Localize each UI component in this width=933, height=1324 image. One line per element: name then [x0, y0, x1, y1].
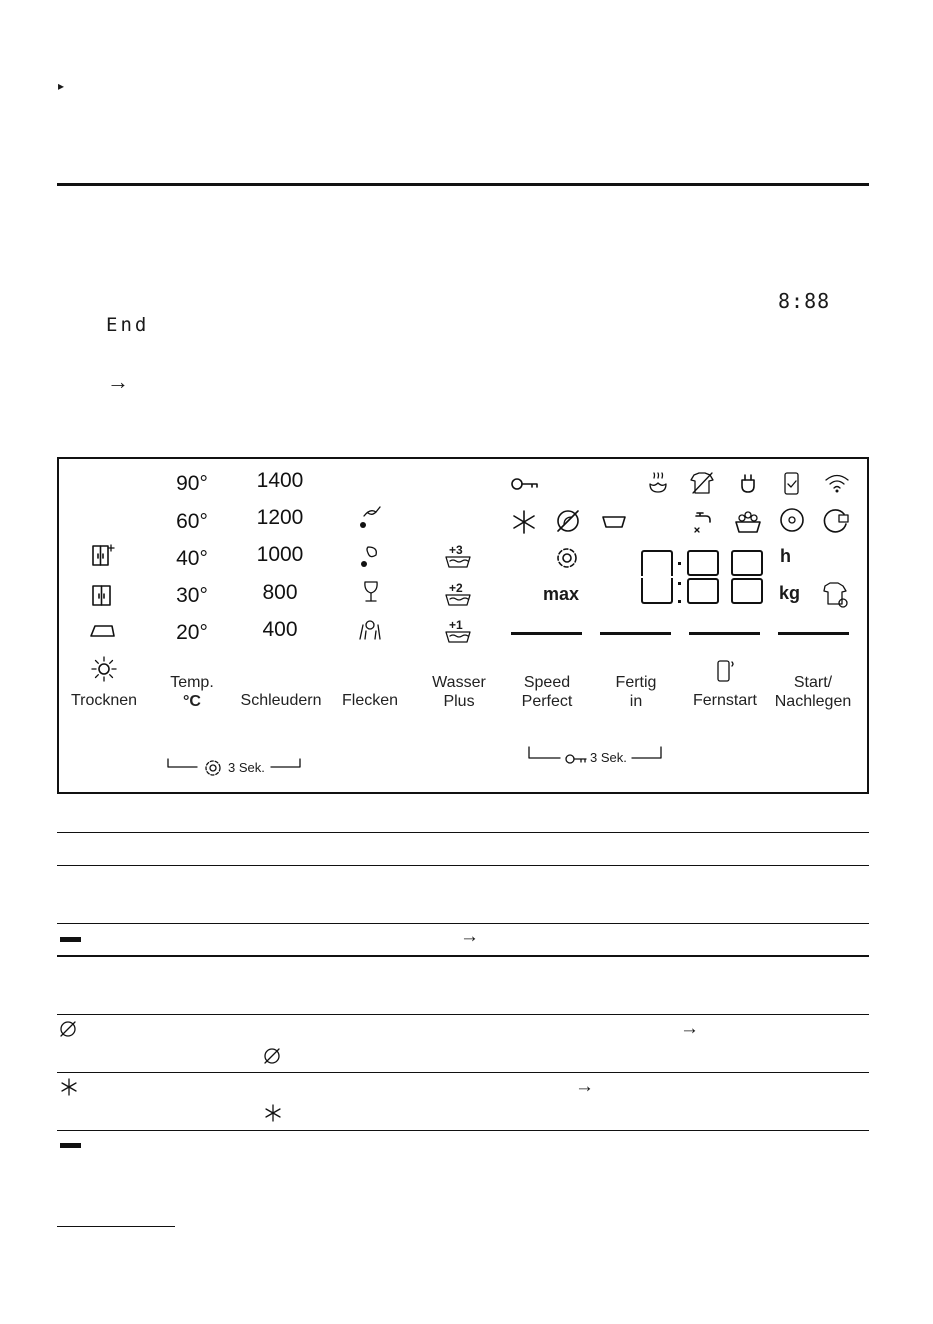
table-rule [57, 1130, 869, 1131]
temp-value: 60° [176, 510, 208, 533]
eco-no-icon [58, 1019, 78, 1039]
shirt-add-icon [820, 580, 852, 610]
remote-start-phone-icon [714, 658, 738, 684]
eco-no-icon [262, 1046, 282, 1066]
table-rule [57, 1014, 869, 1015]
dash-bar-icon [60, 1143, 81, 1148]
wine-glass-icon [360, 579, 382, 605]
display-digit [731, 578, 763, 604]
fernstart-bar [689, 632, 760, 635]
flower-icon [356, 617, 384, 643]
display-digit [687, 550, 719, 576]
dash-bar-icon [60, 937, 81, 942]
display-digit [731, 550, 763, 576]
spin-value: 800 [262, 581, 298, 604]
drum-clean-icon [778, 506, 806, 534]
water-plus-3-label: +3 [449, 543, 463, 557]
display-code: 8:88 [778, 289, 831, 313]
footnote-rule [57, 1226, 175, 1227]
spin-value: 1400 [256, 469, 304, 492]
spin-value: 400 [262, 618, 298, 641]
wifi-icon [823, 470, 851, 496]
start-bar [778, 632, 849, 635]
wasser-plus-label: Wasser Plus [432, 674, 486, 710]
stain-drop-icon [356, 504, 384, 530]
bullet-marker: ▸ [58, 79, 65, 93]
phone-check-icon [780, 470, 806, 498]
table-rule [57, 1072, 869, 1073]
table-rule [57, 832, 869, 833]
water-plus-2-label: +2 [449, 581, 463, 595]
basin-icon [600, 513, 628, 531]
display-colon [678, 600, 681, 603]
temp-value: 20° [176, 621, 208, 644]
snowflake-icon [511, 509, 537, 535]
display-colon [678, 562, 681, 565]
plug-icon [735, 470, 761, 496]
hint-right-text: 3 Sek. [590, 750, 627, 765]
temp-value: 90° [176, 472, 208, 495]
display-digit [687, 578, 719, 604]
trocknen-label: Trocknen [70, 692, 138, 709]
fernstart-label: Fernstart [692, 692, 757, 709]
stain-grass-icon [356, 543, 384, 569]
table-rule [57, 955, 869, 957]
key-lock-icon [510, 474, 540, 494]
hours-unit: h [780, 546, 791, 566]
display-digit [641, 550, 673, 576]
speed-perfect-label: Speed Perfect [521, 674, 573, 710]
arrow-icon: → [575, 1076, 594, 1097]
gear-icon [554, 545, 580, 571]
section-rule [57, 183, 869, 186]
kg-unit: kg [779, 583, 801, 603]
tap-no-water-icon [690, 508, 718, 534]
foam-basin-icon [733, 508, 763, 534]
table-rule [57, 923, 869, 924]
speed-perfect-bar [511, 632, 582, 635]
start-label: Start/ Nachlegen [774, 674, 852, 710]
spin-value: 1200 [256, 506, 304, 529]
steam-icon [645, 470, 671, 496]
arrow-icon: → [460, 926, 479, 947]
spin-value: 1000 [256, 543, 304, 566]
flecken-label: Flecken [341, 692, 399, 709]
no-iron-shirt-icon [688, 470, 716, 496]
display-digit [641, 578, 673, 604]
temp-value: 30° [176, 584, 208, 607]
snowflake-icon [59, 1077, 79, 1097]
display-colon [678, 582, 681, 585]
fertig-in-label: Fertig in [615, 674, 657, 710]
temp-label: Temp. °C [170, 674, 214, 710]
cupboard-dry-icon [90, 583, 116, 609]
water-plus-1-label: +1 [449, 618, 463, 632]
cupboard-dry-plus-icon [90, 543, 116, 569]
end-code: End [106, 314, 150, 336]
eco-no-icon [554, 507, 582, 535]
table-rule [57, 865, 869, 866]
schleudern-label: Schleudern [240, 692, 322, 709]
arrow-icon: → [680, 1018, 699, 1039]
hint-left-text: 3 Sek. [228, 760, 265, 775]
child-lock-icon [822, 506, 852, 534]
iron-dry-icon [88, 620, 118, 640]
sun-icon [91, 656, 117, 682]
temp-value: 40° [176, 547, 208, 570]
fertig-in-bar [600, 632, 671, 635]
arrow-icon: → [107, 369, 129, 394]
snowflake-icon [263, 1103, 283, 1123]
max-label: max [543, 584, 580, 604]
